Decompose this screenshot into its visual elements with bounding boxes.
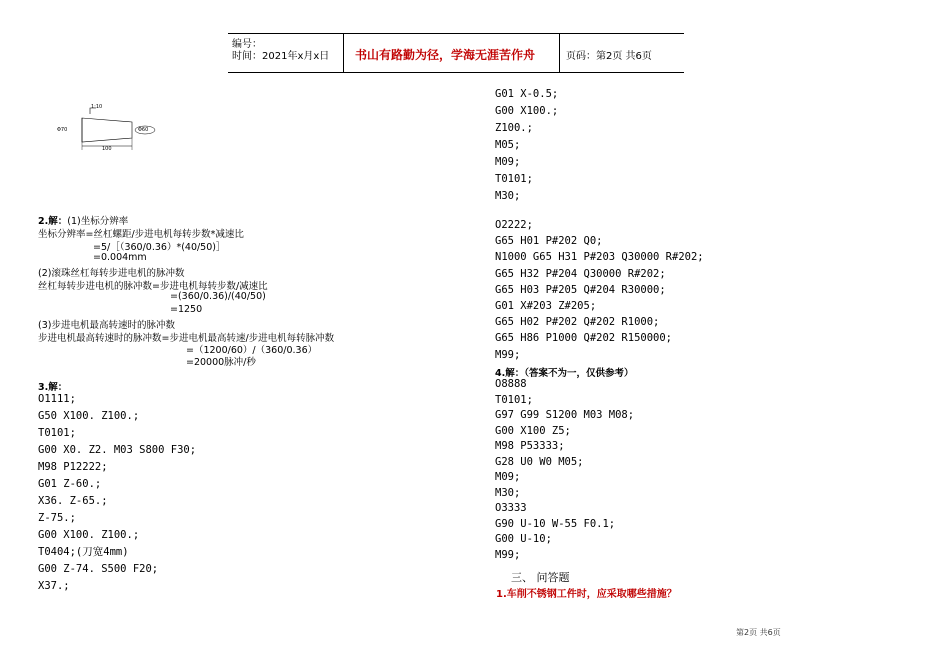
q3-code-line: M98 P12222; xyxy=(38,461,108,473)
q3-code-line: G00 X100. Z100.; xyxy=(38,529,140,541)
q4-code-line: M98 P53333; xyxy=(495,440,565,452)
q4-code-line: G00 X100 Z5; xyxy=(495,424,571,437)
q4-code-line: M99; xyxy=(495,548,521,561)
header-motto: 书山有路勤为径，学海无涯苦作舟 xyxy=(355,48,536,62)
q3-code-line: T0101; xyxy=(38,427,76,439)
header-top-rule xyxy=(228,33,684,34)
q3-code-block xyxy=(38,391,196,595)
question-1: 1.车削不锈钢工件时，应采取哪些措施？ xyxy=(496,589,677,600)
q4-code-block xyxy=(495,377,634,563)
q4-code-line: O3333 xyxy=(495,502,527,514)
q4-code-line: M09; xyxy=(495,471,521,483)
right-code-line: M05; xyxy=(495,139,521,151)
header-page-label: 页码：第2页 共6页 xyxy=(566,51,652,62)
right-code-line: G65 H01 P#202 Q0; xyxy=(495,235,603,248)
q2-line-9: =（1200/60）/（360/0.36） xyxy=(186,345,318,356)
q2-line-1: =5/［（360/0.36）*(40/50)］ xyxy=(93,242,226,253)
q2-line-4: 丝杠每转步进电机的脉冲数=步进电机每转步数/减速比 xyxy=(38,281,268,292)
header-bottom-rule xyxy=(228,72,684,73)
right-code-line: G01 X#203 Z#205; xyxy=(495,300,597,313)
q2-heading xyxy=(38,213,128,227)
q2-line-5: =(360/0.36)/(40/50) xyxy=(170,291,266,302)
right-code-line: G65 H03 P#205 Q#204 R30000; xyxy=(495,283,666,296)
right-code-line: G01 X-0.5; xyxy=(495,88,559,100)
right-code-line: M09; xyxy=(495,156,521,168)
length-label: 100 xyxy=(102,146,112,152)
taper-ratio-label: 1:10 xyxy=(91,104,103,110)
right-code-line: T0101; xyxy=(495,173,533,185)
q4-code-line: G28 U0 W0 M05; xyxy=(495,455,584,468)
right-code-line: O2222; xyxy=(495,219,533,231)
q4-code-line: G97 G99 S1200 M03 M08; xyxy=(495,409,635,421)
q2-sub1: (1)坐标分辨率 xyxy=(67,216,129,227)
q2-line-0: 坐标分辨率=丝杠螺距/步进电机每转步数*减速比 xyxy=(38,229,244,240)
q3-code-line: G00 X0. Z2. M03 S800 F30; xyxy=(38,444,197,456)
q4-code-line: M30; xyxy=(495,486,521,499)
right-code-line: M99; xyxy=(495,348,521,361)
q2-title: 2.解： xyxy=(38,216,68,227)
right-code-line: G00 X100.; xyxy=(495,105,559,117)
q2-line-6: =1250 xyxy=(170,304,203,315)
left-diameter-label: Φ70 xyxy=(57,127,68,133)
footer-page-number: 第2页 共6页 xyxy=(736,628,781,637)
q3-code-line: X36. Z-65.; xyxy=(38,495,108,507)
taper-drawing xyxy=(52,104,162,152)
section-title: 三、 问答题 xyxy=(511,571,570,584)
header-divider-right xyxy=(559,33,560,73)
right-code-line: M30; xyxy=(495,190,521,202)
q2-line-8: 步进电机最高转速时的脉冲数=步进电机最高转速/步进电机每转脉冲数 xyxy=(38,333,335,344)
right-code-line: N1000 G65 H31 P#203 Q30000 R#202; xyxy=(495,251,704,264)
taper-outline xyxy=(82,118,132,142)
q3-code-line: T0404;(刀宽4mm) xyxy=(38,546,129,558)
q4-title: 4.解：（答案不为一，仅供参考） xyxy=(495,368,634,379)
q4-code-line: T0101; xyxy=(495,393,533,406)
q2-line-2: =0.004mm xyxy=(93,252,147,263)
q3-title: 3.解： xyxy=(38,382,68,393)
q3-code-line: G50 X100. Z100.; xyxy=(38,410,140,422)
right-code-block-2 xyxy=(495,217,704,363)
right-code-line: G65 H32 P#204 Q30000 R#202; xyxy=(495,267,666,280)
q3-code-line: G01 Z-60.; xyxy=(38,478,102,490)
q3-code-line: Z-75.; xyxy=(38,512,76,524)
q3-code-line: X37.; xyxy=(38,580,70,592)
right-diameter-label: Φ60 xyxy=(138,127,149,133)
q2-line-3: (2)滚珠丝杠每转步进电机的脉冲数 xyxy=(38,268,185,279)
q2-line-10: =20000脉冲/秒 xyxy=(186,357,256,368)
q4-code-line: G00 U-10; xyxy=(495,533,552,545)
q3-code-line: G00 Z-74. S500 F20; xyxy=(38,563,159,575)
header-number-label: 编号： xyxy=(232,39,262,50)
q4-code-line: G90 U-10 W-55 F0.1; xyxy=(495,517,616,530)
header-date-label: 时间：2021年x月x日 xyxy=(232,51,330,62)
q2-line-7: (3)步进电机最高转速时的脉冲数 xyxy=(38,320,175,331)
right-code-block-1 xyxy=(495,86,558,205)
right-code-line: Z100.; xyxy=(495,122,533,134)
q4-code-line: O8888 xyxy=(495,378,527,390)
right-code-line: G65 H86 P1000 Q#202 R150000; xyxy=(495,332,673,345)
header-divider-left xyxy=(343,33,344,73)
q3-code-line: O1111; xyxy=(38,393,76,405)
right-code-line: G65 H02 P#202 Q#202 R1000; xyxy=(495,316,660,329)
